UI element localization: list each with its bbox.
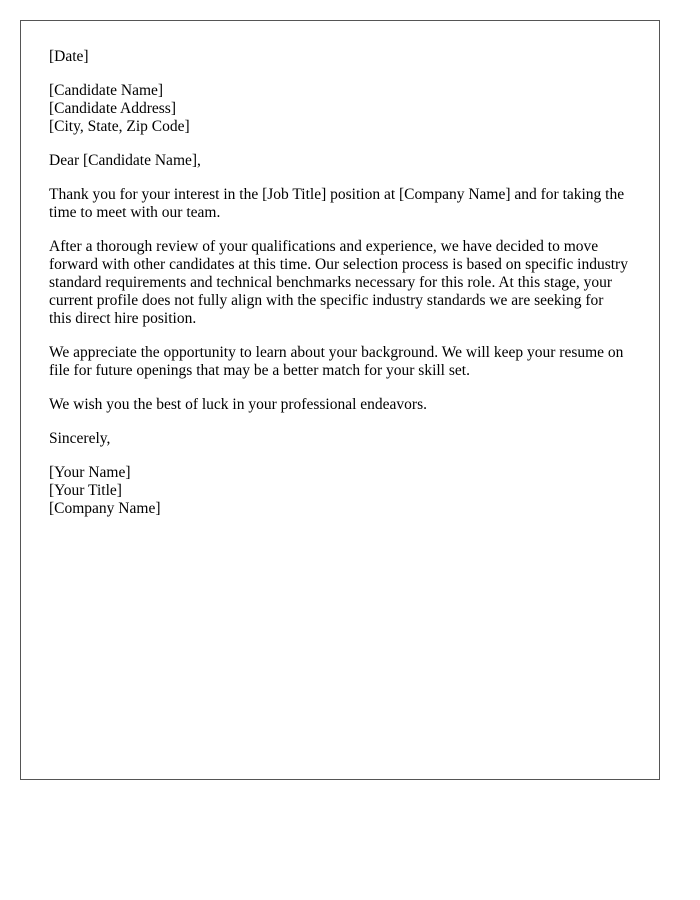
letter-body xyxy=(49,48,629,534)
letter-date: [Date] xyxy=(49,48,89,65)
recipient-city-state-zip: [City, State, Zip Code] xyxy=(49,118,190,135)
letter-date-block xyxy=(49,48,629,66)
paragraph-appreciation: We appreciate the opportunity to learn about your background. We will keep your resume on file for future openings that may be a better match for your skill set. xyxy=(49,344,624,379)
paragraph-best-wishes: We wish you the best of luck in your professional endeavors. xyxy=(49,396,427,413)
signature-company: [Company Name] xyxy=(49,500,161,517)
paragraph-decision: After a thorough review of your qualifications and experience, we have decided to move forward with other candidates at this time. Our selection process is based on specific industry standard requirements and technical benchmarks necessary for this role. At this stage, your current profile does not fully align with the specific industry standards we are seeking for this direct hire position. xyxy=(49,238,628,327)
signature-block xyxy=(49,464,629,518)
salutation: Dear [Candidate Name], xyxy=(49,152,201,169)
closing: Sincerely, xyxy=(49,430,111,447)
signature-name: [Your Name] xyxy=(49,464,131,481)
letter-page xyxy=(20,20,660,780)
paragraph-interest: Thank you for your interest in the [Job Title] position at [Company Name] and for taking the time to meet with our team. xyxy=(49,186,625,221)
recipient-name: [Candidate Name] xyxy=(49,82,164,99)
signature-title: [Your Title] xyxy=(49,482,122,499)
recipient-address-block xyxy=(49,82,629,136)
recipient-address: [Candidate Address] xyxy=(49,100,176,117)
